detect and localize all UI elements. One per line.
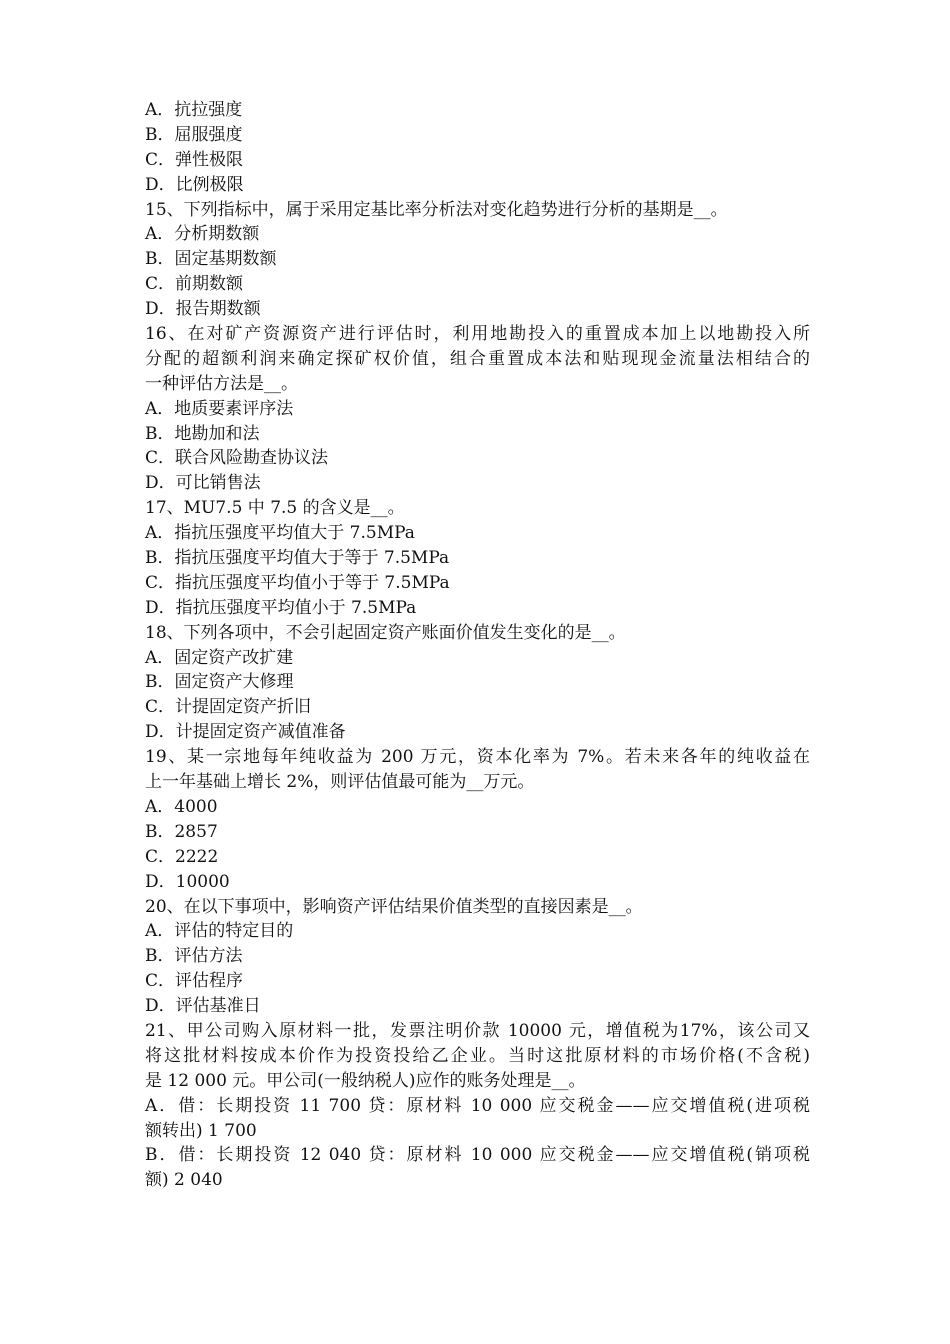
text-line: A．地质要素评序法 [145,398,294,419]
text-line: D．10000 [145,871,230,892]
text-line: 18、下列各项中，不会引起固定资产账面价值发生变化的是__。 [145,622,626,643]
text-line: D．计提固定资产减值准备 [145,722,346,743]
text-line: 17、MU7.5 中 7.5 的含义是__。 [145,498,405,519]
text-line: 16、在对矿产资源资产进行评估时，利用地勘投入的重置成本加上以地勘投入所 [145,324,810,345]
text-line: B．固定资产大修理 [145,672,294,693]
text-line: 是 12 000 元。甲公司(一般纳税人)应作的账务处理是__。 [145,1070,586,1091]
text-line: B．地勘加和法 [145,423,260,444]
text-line: C．2222 [145,846,219,867]
text-line: D．可比销售法 [145,473,261,494]
text-line: 19、某一宗地每年纯收益为 200 万元，资本化率为 7%。若未来各年的纯收益在 [145,747,810,768]
text-line: 将这批材料按成本价作为投资投给乙企业。当时这批原材料的市场价格(不含税) [145,1045,810,1066]
text-line: B．2857 [145,821,218,842]
text-line: C．联合风险勘查协议法 [145,448,329,469]
text-line: 额转出) 1 700 [145,1120,257,1141]
text-line: A．固定资产改扩建 [145,647,294,668]
text-line: D．指抗压强度平均值小于 7.5MPa [145,597,417,618]
text-line: 一种评估方法是__。 [145,373,298,394]
text-line: B．指抗压强度平均值大于等于 7.5MPa [145,548,450,569]
text-line: 分配的超额利润来确定探矿权价值，组合重置成本法和贴现现金流量法相结合的 [145,348,810,369]
document-page [145,98,810,1193]
text-line: A．分析期数额 [145,224,260,245]
text-line: C．前期数额 [145,274,244,295]
text-line: A．指抗压强度平均值大于 7.5MPa [145,523,415,544]
text-line: A．抗拉强度 [145,100,243,120]
text-line: D．报告期数额 [145,299,261,320]
text-line: D．评估基准日 [145,996,261,1017]
text-line: B．借：长期投资 12 040 贷：原材料 10 000 应交税金——应交增值税(销项税 [145,1145,810,1166]
text-line: C．指抗压强度平均值小于等于 7.5MPa [145,572,450,593]
text-line: C．计提固定资产折旧 [145,697,312,718]
text-line: C．评估程序 [145,971,244,992]
text-line: A．借：长期投资 11 700 贷：原材料 10 000 应交税金——应交增值税(进项税 [145,1095,810,1116]
text-line: 15、下列指标中，属于采用定基比率分析法对变化趋势进行分析的基期是__。 [145,199,728,220]
text-line: 20、在以下事项中，影响资产评估结果价值类型的直接因素是__。 [145,896,643,917]
text-line: 21、甲公司购入原材料一批，发票注明价款 10000 元，增值税为17%，该公司又 [145,1020,810,1041]
text-line: 上一年基础上增长 2%，则评估值最可能为__万元。 [145,772,535,793]
text-line: 额) 2 040 [145,1170,223,1191]
text-line: C．弹性极限 [145,149,244,170]
text-line: B．固定基期数额 [145,249,277,270]
text-line: B．评估方法 [145,946,243,967]
text-line: B．屈服强度 [145,124,243,145]
text-line: A．评估的特定目的 [145,921,294,942]
text-line: A．4000 [145,796,218,817]
text-line: D．比例极限 [145,174,244,195]
